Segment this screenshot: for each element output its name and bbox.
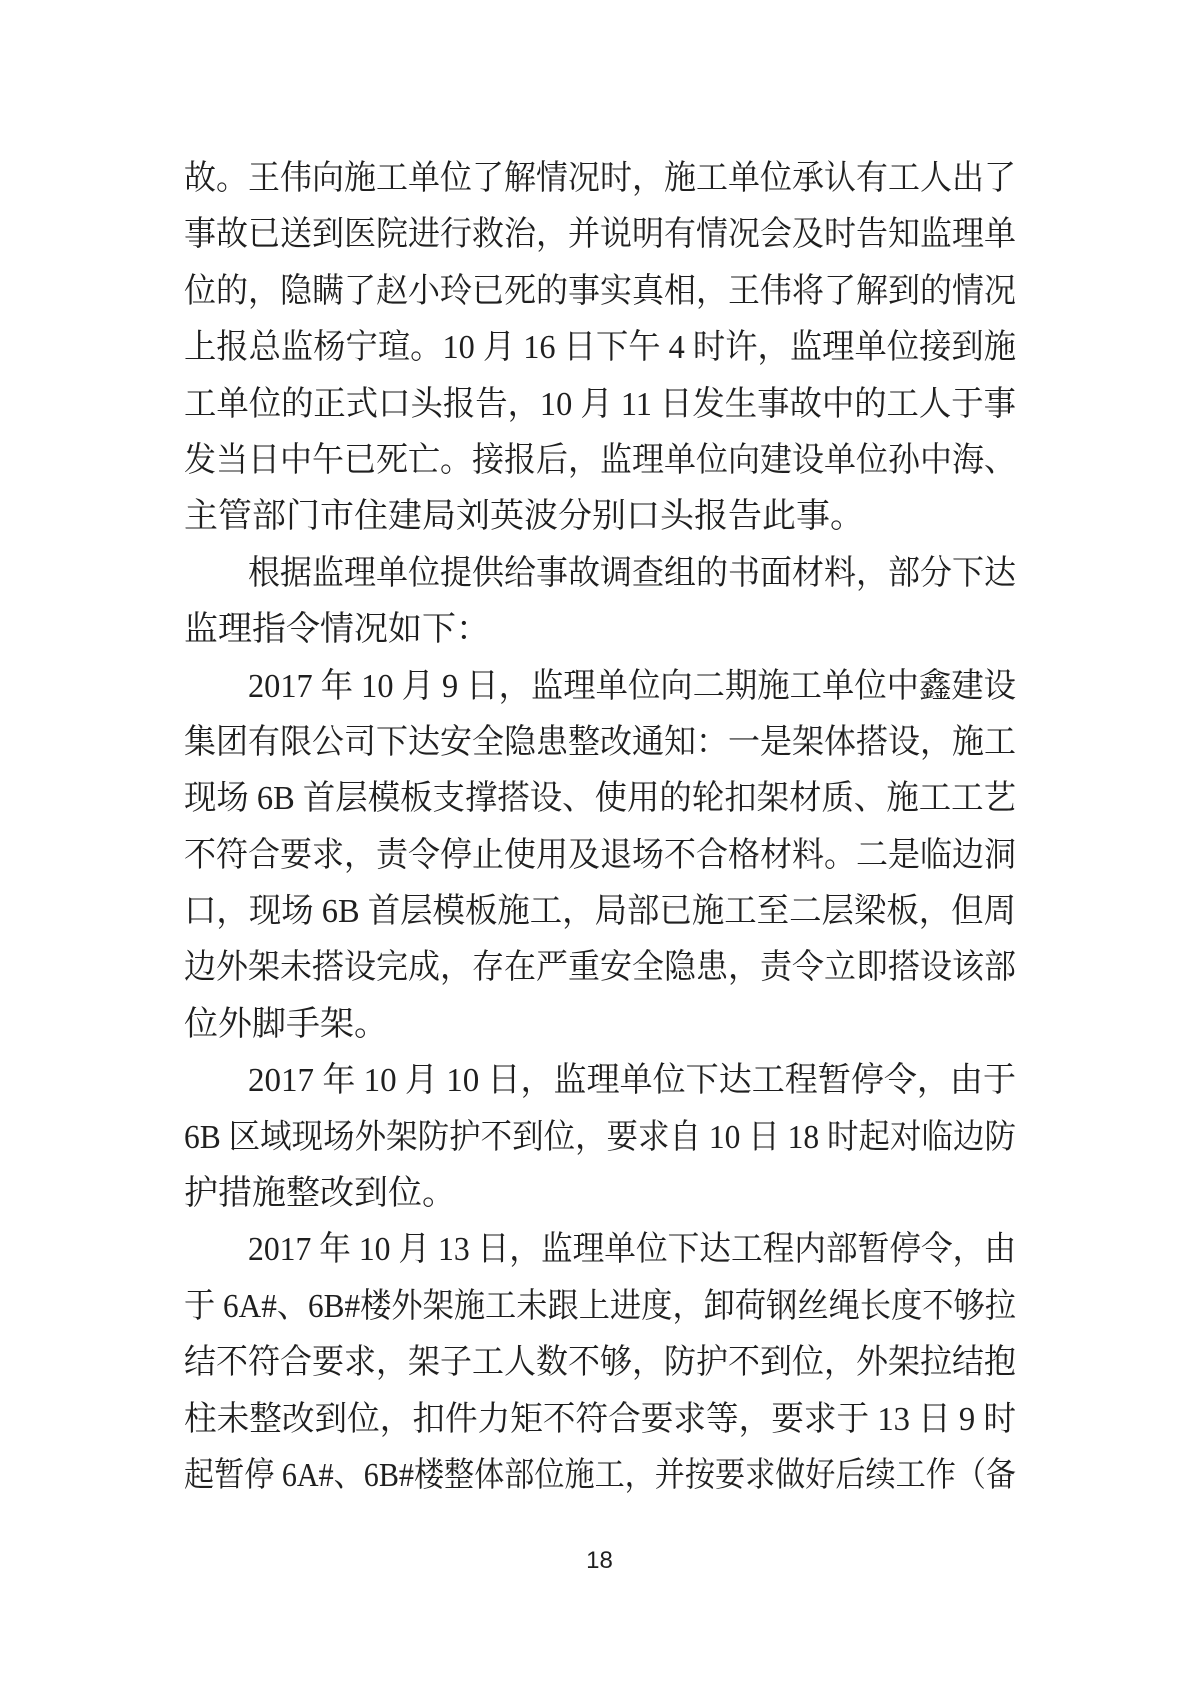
text-line <box>184 433 1016 489</box>
text-line-content: 位的，隐瞒了赵小玲已死的事实真相，王伟将了解到的情况 <box>184 272 1016 310</box>
text-line <box>184 602 1016 658</box>
text-line-content: 集团有限公司下达安全隐患整改通知：一是架体搭设，施工 <box>184 723 1016 761</box>
text-line <box>184 884 1016 940</box>
text-line-content: 根据监理单位提供给事故调查组的书面材料，部分下达 <box>248 554 1016 592</box>
text-line <box>184 207 1016 263</box>
text-line <box>184 151 1016 207</box>
text-line-content: 故。王伟向施工单位了解情况时，施工单位承认有工人出了 <box>184 160 1016 197</box>
text-line-content: 2017 年 10 月 13 日，监理单位下达工程内部暂停令，由 <box>248 1231 1016 1269</box>
text-line <box>184 659 1016 715</box>
text-line <box>184 1448 1016 1504</box>
text-line <box>184 1279 1016 1335</box>
text-line <box>184 1110 1016 1166</box>
text-line <box>184 1335 1016 1391</box>
text-line-content: 监理指令情况如下： <box>184 611 490 649</box>
page-number: 18 <box>586 1547 613 1574</box>
text-line-content: 现场 6B 首层模板支撑搭设、使用的轮扣架材质、施工工艺 <box>184 780 1016 818</box>
text-line-content: 发当日中午已死亡。接报后，监理单位向建设单位孙中海、 <box>184 441 1016 479</box>
text-line-content: 2017 年 10 月 9 日，监理单位向二期施工单位中鑫建设 <box>248 667 1016 705</box>
text-line-content: 工单位的正式口头报告，10 月 11 日发生事故中的工人于事 <box>184 385 1016 423</box>
text-line <box>184 771 1016 827</box>
text-line-content: 于 6A#、6B#楼外架施工未跟上进度，卸荷钢丝绳长度不够拉 <box>184 1287 1016 1325</box>
text-line <box>184 377 1016 433</box>
text-line-content: 护措施整改到位。 <box>184 1175 456 1213</box>
text-line-content: 上报总监杨宁瑄。10 月 16 日下午 4 时许，监理单位接到施 <box>184 329 1016 367</box>
text-line-content: 位外脚手架。 <box>184 1005 388 1043</box>
text-line-content: 边外架未搭设完成，存在严重安全隐患，责令立即搭设该部 <box>184 949 1016 987</box>
text-line-content: 主管部门市住建局刘英波分别口头报告此事。 <box>184 498 864 536</box>
text-line <box>184 320 1016 376</box>
text-line <box>184 828 1016 884</box>
text-line <box>184 940 1016 996</box>
text-line-content: 结不符合要求，架子工人数不够，防护不到位，外架拉结抱 <box>184 1344 1016 1382</box>
text-line <box>184 489 1016 545</box>
text-line <box>184 546 1016 602</box>
text-line-content: 不符合要求，责令停止使用及退场不合格材料。二是临边洞 <box>184 836 1016 874</box>
text-line <box>184 1392 1016 1448</box>
text-line <box>184 264 1016 320</box>
text-line <box>184 1166 1016 1222</box>
text-line-content: 柱未整改到位，扣件力矩不符合要求等，要求于 13 日 9 时 <box>184 1400 1016 1438</box>
text-line-content: 口，现场 6B 首层模板施工，局部已施工至二层梁板，但周 <box>184 893 1016 931</box>
text-line-content: 事故已送到医院进行救治，并说明有情况会及时告知监理单 <box>184 216 1016 254</box>
text-line <box>184 1053 1016 1109</box>
text-line <box>184 715 1016 771</box>
text-line-content: 起暂停 6A#、6B#楼整体部位施工，并按要求做好后续工作（备 <box>184 1456 1016 1494</box>
text-line <box>184 997 1016 1053</box>
text-line-content: 6B 区域现场外架防护不到位，要求自 10 日 18 时起对临边防 <box>184 1118 1016 1156</box>
document-body <box>184 151 1016 1504</box>
text-line <box>184 1222 1016 1278</box>
text-line-content: 2017 年 10 月 10 日，监理单位下达工程暂停令，由于 <box>248 1062 1016 1100</box>
